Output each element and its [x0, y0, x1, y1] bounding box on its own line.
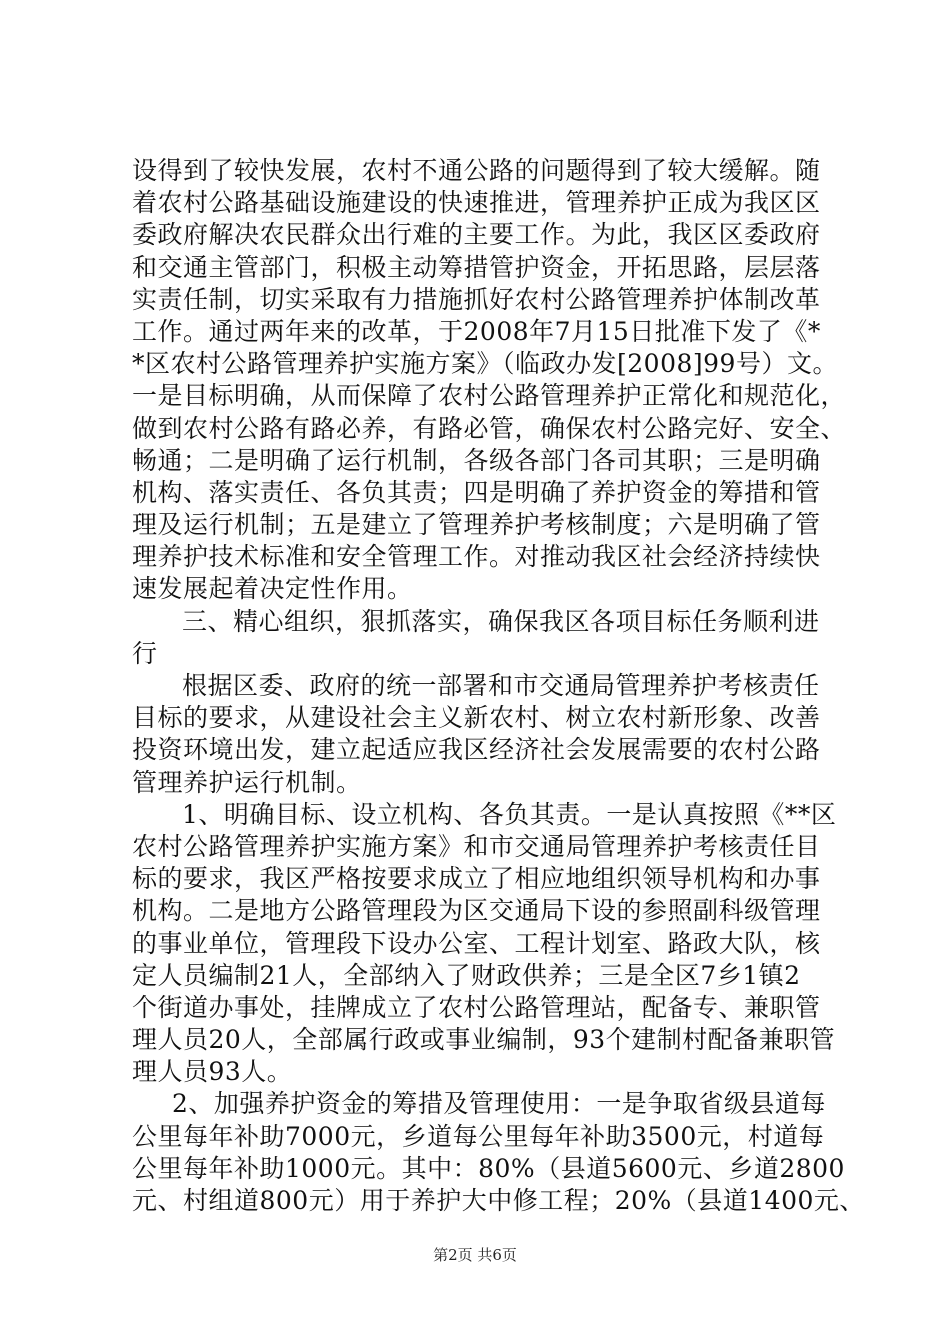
text-line: 畅通；二是明确了运行机制，各级各部门各司其职；三是明确 — [132, 445, 821, 475]
text-line: 理人员20人，全部属行政或事业编制，93个建制村配备兼职管 — [132, 1025, 836, 1055]
text-line: 机构、落实责任、各负其责；四是明确了养护资金的筹措和管 — [132, 477, 821, 507]
page-footer: 第2页 共6页 — [433, 1246, 517, 1264]
text-line: 定人员编制21人，全部纳入了财政供养；三是全区7乡1镇2 — [132, 960, 801, 990]
paragraph-start: 2、加强养护资金的筹措及管理使用：一是争取省级县道每 — [172, 1089, 826, 1119]
text-line: 一是目标明确，从而保障了农村公路管理养护正常化和规范化， — [132, 381, 847, 411]
text-line: 的事业单位，管理段下设办公室、工程计划室、路政大队，核 — [132, 928, 821, 958]
text-line: 委政府解决农民群众出行难的主要工作。为此，我区区委政府 — [132, 220, 821, 250]
text-line: 实责任制，切实采取有力措施抓好农村公路管理养护体制改革 — [132, 284, 821, 314]
text-line: *区农村公路管理养护实施方案》（临政办发[2008]99号）文。 — [132, 349, 838, 379]
text-line: 速发展起着决定性作用。 — [132, 574, 413, 604]
text-line: 管理养护运行机制。 — [132, 767, 362, 797]
text-line: 设得到了较快发展，农村不通公路的问题得到了较大缓解。随 — [132, 156, 821, 185]
text-line: 农村公路管理养护实施方案》和市交通局管理养护考核责任目 — [132, 831, 821, 861]
text-line: 机构。二是地方公路管理段为区交通局下设的参照副科级管理 — [132, 896, 821, 926]
text-line: 目标的要求，从建设社会主义新农村、树立农村新形象、改善 — [132, 703, 821, 733]
text-line: 着农村公路基础设施建设的快速推进，管理养护正成为我区区 — [132, 188, 821, 218]
paragraph-start: 1、明确目标、设立机构、各负其责。一是认真按照《**区 — [182, 799, 837, 829]
paragraph-start: 根据区委、政府的统一部署和市交通局管理养护考核责任 — [182, 671, 820, 700]
text-line: 公里每年补助7000元，乡道每公里每年补助3500元，村道每 — [132, 1121, 825, 1151]
section-heading: 三、精心组织，狠抓落实，确保我区各项目标任务顺利进 — [182, 606, 820, 636]
text-line: 元、村组道800元）用于养护大中修工程；20%（县道1400元、 — [132, 1186, 865, 1215]
text-line: 投资环境出发，建立起适应我区经济社会发展需要的农村公路 — [132, 735, 821, 765]
text-line: 个街道办事处，挂牌成立了农村公路管理站，配备专、兼职管 — [132, 992, 821, 1022]
text-line: 做到农村公路有路必养，有路必管，确保农村公路完好、安全、 — [132, 413, 847, 443]
text-line: 标的要求，我区严格按要求成立了相应地组织领导机构和办事 — [132, 864, 821, 894]
text-line: 理人员93人。 — [132, 1057, 293, 1087]
text-line: 工作。通过两年来的改革，于2008年7月15日批准下发了《* — [132, 316, 821, 346]
body-text — [132, 155, 865, 1217]
text-line: 和交通主管部门，积极主动筹措管护资金，开拓思路，层层落 — [132, 252, 821, 282]
text-line: 公里每年补助1000元。其中：80%（县道5600元、乡道2800 — [132, 1153, 845, 1183]
text-line: 理及运行机制；五是建立了管理养护考核制度；六是明确了管 — [132, 510, 821, 540]
text-line: 行 — [132, 638, 158, 668]
text-line: 理养护技术标准和安全管理工作。对推动我区社会经济持续快 — [132, 542, 821, 572]
